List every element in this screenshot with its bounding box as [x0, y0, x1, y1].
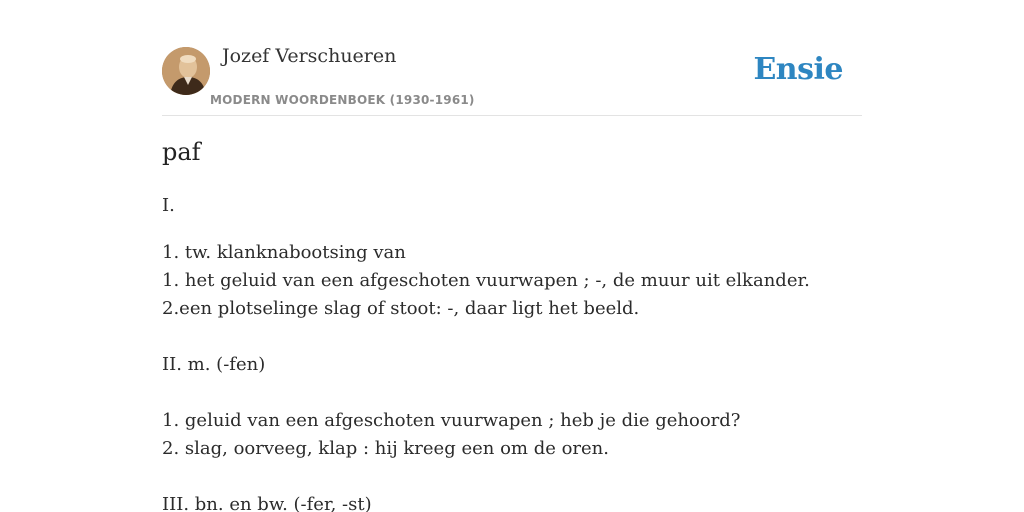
source-dictionary[interactable]: MODERN WOORDENBOEK (1930-1961)	[210, 93, 475, 107]
entry-headword: paf	[162, 138, 201, 166]
brand-logo[interactable]: Ensie	[753, 52, 843, 87]
page-container	[162, 0, 862, 512]
definition-line: 1. het geluid van een afgeschoten vuurwapen ; -, de muur uit elkander.	[162, 270, 810, 291]
author-avatar[interactable]	[162, 47, 210, 95]
definition-line: 2.een plotselinge slag of stoot: -, daar ligt het beeld.	[162, 298, 640, 319]
definition-line: II. m. (-fen)	[162, 354, 266, 375]
entry-header	[162, 0, 862, 116]
author-name[interactable]: Jozef Verschueren	[222, 45, 397, 67]
definition-line: III. bn. en bw. (-fer, -st)	[162, 494, 372, 512]
definition-line: 2. slag, oorveeg, klap : hij kreeg een om de oren.	[162, 438, 609, 459]
definition-line	[162, 323, 810, 351]
entry-definition	[162, 192, 810, 512]
spacer	[162, 220, 810, 239]
definition-line	[162, 379, 810, 407]
definition-line: 1. tw. klanknabootsing van	[162, 242, 406, 263]
definition-line: 1. geluid van een afgeschoten vuurwapen ; heb je die gehoord?	[162, 410, 741, 431]
portrait-avatar-icon	[162, 47, 210, 95]
definition-line	[162, 463, 810, 491]
section-marker: I.	[162, 195, 175, 216]
